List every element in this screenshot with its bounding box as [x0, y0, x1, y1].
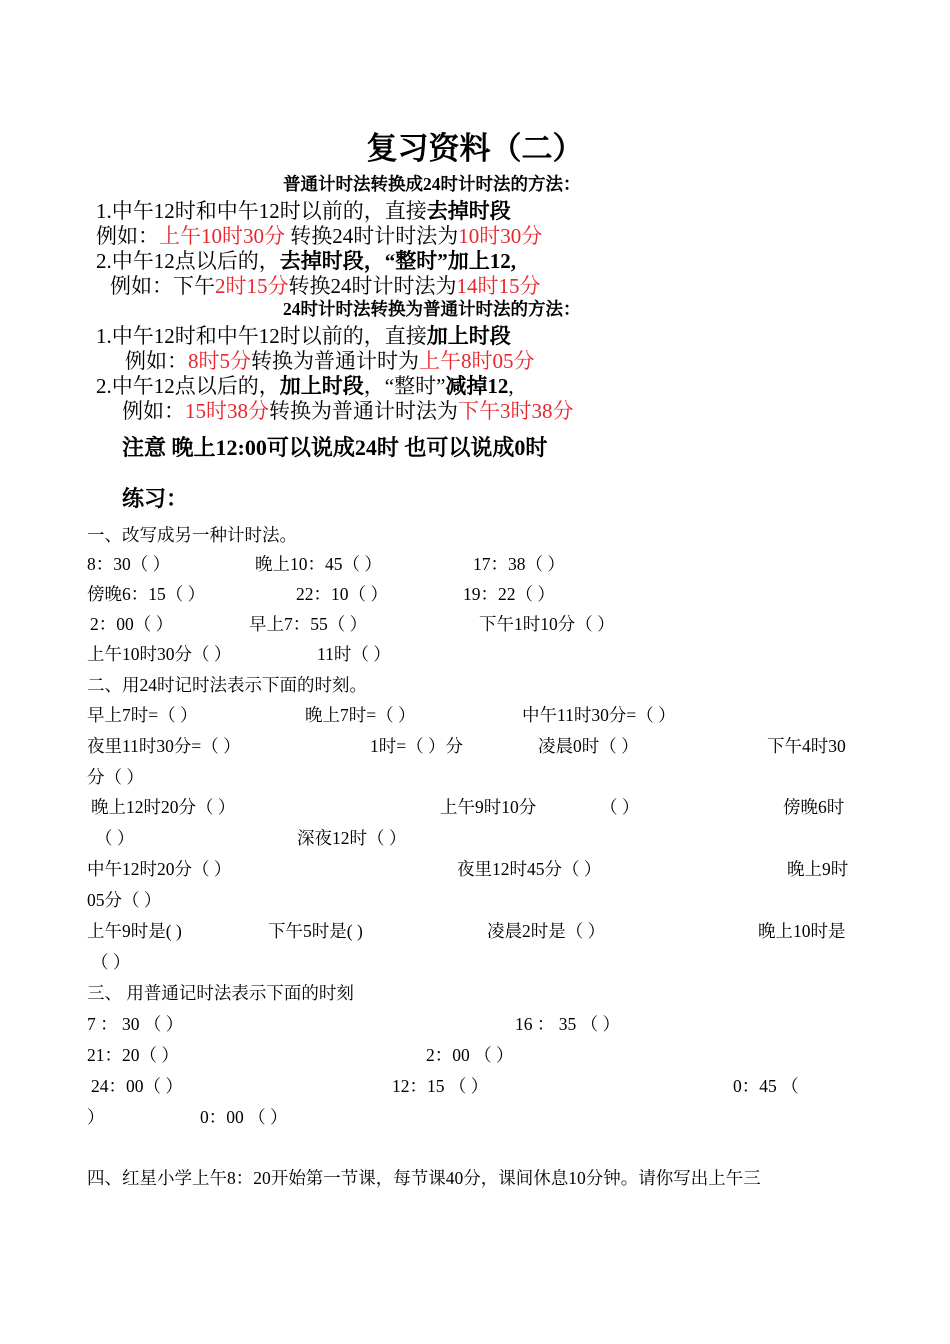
section3-q: ）	[87, 1107, 105, 1127]
section2-q: 晚上7时=（ ）	[305, 705, 416, 725]
method2-ex2-mid: 转换为普通计时法为	[269, 399, 458, 423]
method2-rule1	[96, 326, 511, 347]
section2-q: （ ）	[91, 952, 131, 972]
section1-heading: 一、改写成另一种计时法。	[87, 525, 297, 545]
method1-heading: 普通计时法转换成24时计时法的方法：	[283, 174, 581, 194]
section2-q: （ ）	[600, 797, 640, 817]
section2-q: 晚上10时是	[758, 921, 846, 941]
method1-rule1	[96, 201, 511, 222]
method1-rule1-text: 1.中午12时和中午12时以前的，直接	[96, 199, 427, 223]
method1-ex2-prefix: 例如：下午	[110, 274, 215, 298]
method2-ex2-prefix: 例如：	[122, 399, 185, 423]
section4-text: 四、红星小学上午8：20开始第一节课，每节课40分，课间休息10分钟。请你写出上午三	[87, 1168, 761, 1188]
section1-q: 8：30（ ）	[87, 554, 171, 574]
method2-ex2-to: 下午3时38分	[458, 399, 574, 423]
method1-ex1-prefix: 例如：	[96, 224, 159, 248]
section2-q: 05分（ ）	[87, 890, 162, 910]
method2-rule2-bold1: 加上时段	[279, 374, 364, 398]
section2-q: 早上7时=（ ）	[87, 705, 198, 725]
method2-rule2-text: 2.中午12点以后的，	[96, 374, 280, 398]
section1-q: 2：00（ ）	[90, 614, 174, 634]
method1-ex2-to: 14时15分	[456, 274, 541, 298]
section2-q: 1时=（ ）分	[370, 736, 463, 756]
section3-q: 16 ： 35 （ ）	[515, 1014, 620, 1034]
section1-q: 11时（ ）	[317, 644, 391, 664]
section2-q: （ ）	[95, 828, 135, 848]
practice-heading: 练习：	[122, 486, 189, 511]
section3-q: 2：00 （ ）	[426, 1045, 514, 1065]
section3-q: 24：00（ ）	[91, 1076, 183, 1096]
section2-q: 夜里12时45分（ ）	[457, 859, 602, 879]
method2-rule2-mid: ，“整时”	[363, 374, 446, 398]
section2-q: 上午9时是( )	[87, 921, 182, 941]
method2-rule2	[96, 376, 514, 397]
section2-q: 中午11时30分=（ ）	[522, 705, 676, 725]
method2-rule2-end: ,	[508, 374, 514, 398]
method2-ex1-prefix: 例如：	[125, 349, 188, 373]
section3-q: 0：45 （	[733, 1076, 799, 1096]
section3-q: 21：20（ ）	[87, 1045, 179, 1065]
method1-example2	[110, 276, 541, 297]
note: 注意 晚上12:00可以说成24时 也可以说成0时	[122, 435, 548, 460]
method2-ex1-to: 上午8时05分	[419, 349, 535, 373]
method2-heading: 24时计时法转换为普通计时法的方法：	[283, 299, 581, 319]
page-title: 复习资料（二）	[366, 131, 584, 166]
section3-q: 12：15 （ ）	[392, 1076, 489, 1096]
section2-q: 晚上12时20分（ ）	[91, 797, 236, 817]
section1-q: 上午10时30分（ ）	[87, 644, 232, 664]
section1-q: 傍晚6：15（ ）	[87, 584, 206, 604]
section2-q: 中午12时20分（ ）	[87, 859, 232, 879]
section2-q: 凌晨0时（ ）	[538, 736, 639, 756]
method2-rule2-bold2: 减掉12	[445, 374, 509, 398]
section1-q: 19：22（ ）	[463, 584, 555, 604]
method2-ex1-mid: 转换为普通计时为	[251, 349, 419, 373]
section2-q: 凌晨2时是（ ）	[487, 921, 606, 941]
method1-rule2-text: 2.中午12点以后的，	[96, 249, 280, 273]
section2-q: 下午4时30	[767, 736, 846, 756]
section2-q: 傍晚6时	[783, 797, 845, 817]
method1-rule2-bold: 去掉时段，“整时”加上12,	[279, 249, 516, 273]
section3-q: 7 ： 30 （ ）	[87, 1014, 184, 1034]
section1-q: 22：10（ ）	[296, 584, 388, 604]
method1-rule1-bold: 去掉时段	[426, 199, 511, 223]
section2-q: 夜里11时30分=（ ）	[87, 736, 241, 756]
method2-ex1-from: 8时5分	[188, 349, 251, 373]
method2-rule1-bold: 加上时段	[426, 324, 511, 348]
section1-q: 下午1时10分（ ）	[479, 614, 615, 634]
method1-rule2	[96, 251, 516, 272]
method2-example2	[122, 401, 574, 422]
method2-rule1-text: 1.中午12时和中午12时以前的，直接	[96, 324, 427, 348]
section2-q: 分（ ）	[87, 767, 144, 787]
section2-q: 晚上9时	[787, 859, 849, 879]
section3-q: 0：00 （ ）	[200, 1107, 288, 1127]
method2-example1	[125, 351, 535, 372]
section2-heading: 二、用24时记时法表示下面的时刻。	[87, 675, 367, 695]
section2-q: 上午9时10分	[440, 797, 537, 817]
section3-heading: 三、 用普通记时法表示下面的时刻	[87, 983, 354, 1003]
section1-q: 17：38（ ）	[473, 554, 565, 574]
method1-ex2-from: 2时15分	[215, 274, 289, 298]
section2-q: 下午5时是( )	[268, 921, 363, 941]
method1-ex2-mid: 转换24时计时法为	[288, 274, 457, 298]
method1-ex1-to: 10时30分	[458, 224, 543, 248]
section2-q: 深夜12时（ ）	[297, 828, 407, 848]
method2-ex2-from: 15时38分	[185, 399, 269, 423]
method1-ex1-mid: 转换24时计时法为	[285, 224, 459, 248]
method1-ex1-from: 上午10时30分	[159, 224, 285, 248]
section1-q: 早上7：55（ ）	[249, 614, 368, 634]
section1-q: 晚上10：45（ ）	[255, 554, 382, 574]
method1-example1	[96, 226, 542, 247]
